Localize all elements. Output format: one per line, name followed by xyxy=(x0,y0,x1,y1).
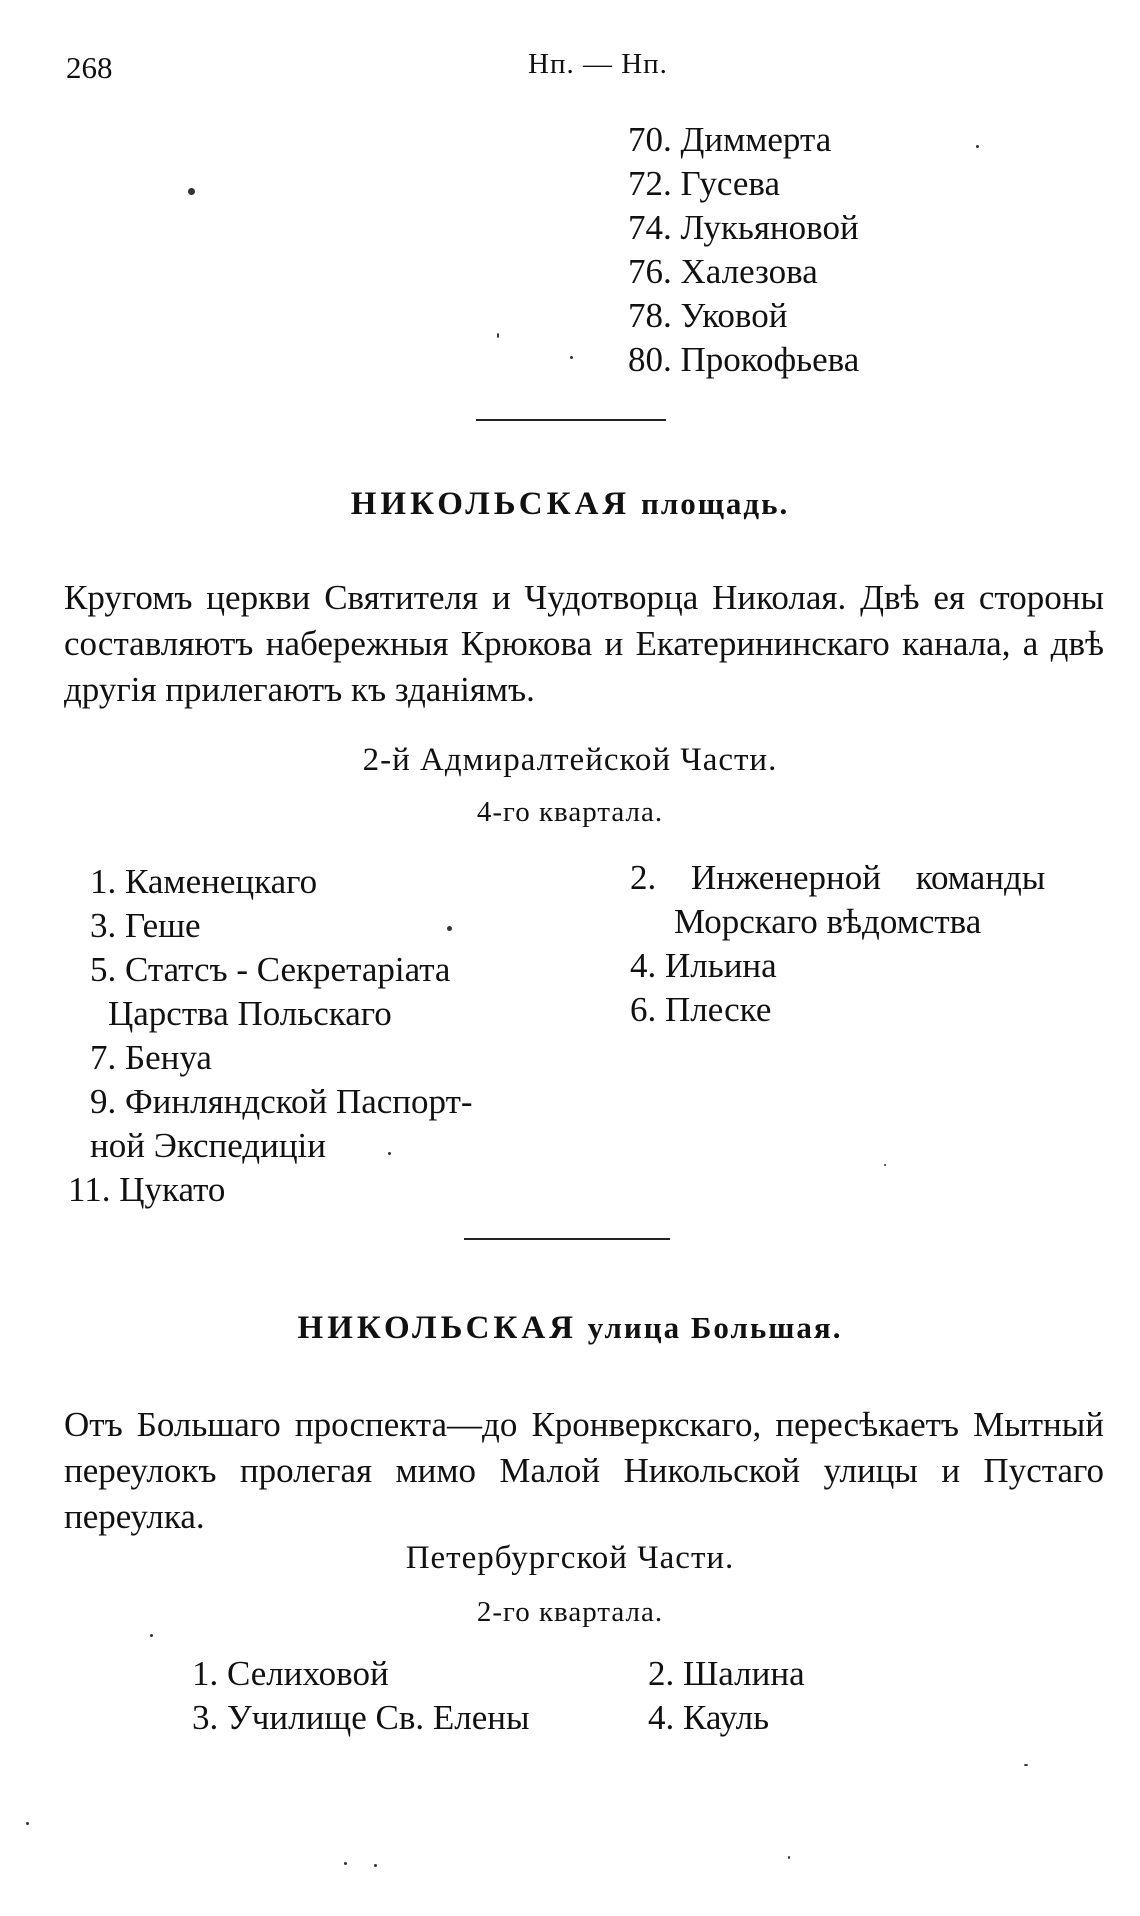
section-divider xyxy=(464,1238,670,1240)
list-item: 2. Инженерной команды xyxy=(630,858,1046,897)
list-item: 7. Бенуа xyxy=(90,1038,212,1077)
list-item: 1. Селиховой xyxy=(192,1654,389,1693)
scan-speck xyxy=(344,1862,347,1865)
running-title: Нп. — Нп. xyxy=(528,48,668,80)
quarter-label: 4-го квартала. xyxy=(476,796,664,828)
list-item: 72. Гусева xyxy=(628,164,780,203)
list-item: 11. Цукато xyxy=(68,1170,226,1209)
scan-speck xyxy=(188,188,195,195)
section-heading: НИКОЛЬСКАЯ улица Большая. xyxy=(297,1310,843,1346)
page-number: 268 xyxy=(66,50,113,85)
list-item: Царства Польскаго xyxy=(108,994,392,1033)
scan-speck xyxy=(1024,1764,1028,1766)
list-item: 4. Кауль xyxy=(648,1698,770,1737)
scan-speck xyxy=(570,356,573,359)
list-item: 9. Финляндской Паспорт- xyxy=(90,1082,473,1121)
quarter-label: 2-го квартала. xyxy=(476,1596,664,1628)
scan-speck xyxy=(497,333,499,338)
list-item: 3. Геше xyxy=(90,906,201,945)
scan-speck xyxy=(976,145,979,148)
scan-speck xyxy=(788,1856,790,1859)
district-label: 2-й Адмиралтейской Части. xyxy=(362,742,778,778)
list-item: 76. Халезова xyxy=(628,252,818,291)
list-item: 80. Прокофьева xyxy=(628,340,860,379)
scan-speck xyxy=(884,1164,886,1166)
list-item: ной Экспедиціи xyxy=(90,1126,327,1165)
section-description: Кругомъ церкви Святителя и Чудотворца Николая. Двѣ ея стороны составляютъ набережныя Крюкова и Екатерининскаго канала, а двѣ другія прилегаютъ къ зданіямъ. xyxy=(64,578,1104,709)
list-item: 1. Каменецкаго xyxy=(90,862,318,901)
list-item: 70. Диммерта xyxy=(628,120,832,159)
scan-speck xyxy=(26,1822,29,1825)
list-item: 2. Шалина xyxy=(648,1654,805,1693)
list-item: 4. Ильина xyxy=(630,946,777,985)
section-heading: НИКОЛЬСКАЯ площадь. xyxy=(350,486,790,522)
list-item: Морскаго вѣдомства xyxy=(674,902,982,941)
list-item: 74. Лукьяновой xyxy=(628,208,859,247)
scan-speck xyxy=(447,926,452,931)
section-divider xyxy=(476,419,666,421)
list-item: 6. Плеске xyxy=(630,990,772,1029)
scan-speck xyxy=(388,1152,391,1155)
scan-speck xyxy=(150,1634,153,1637)
district-label: Петербургской Части. xyxy=(405,1540,735,1576)
scan-speck xyxy=(374,1864,377,1867)
section-description: Отъ Большаго проспекта—до Кронверкскаго, пересѣкаетъ Мытный переулокъ пролегая мимо Малой Никольской улицы и Пустаго переулка. xyxy=(64,1405,1104,1536)
list-item: 3. Училище Св. Елены xyxy=(192,1698,530,1737)
list-item: 78. Уковой xyxy=(628,296,788,335)
list-item: 5. Статсъ - Секретаріата xyxy=(90,950,451,989)
